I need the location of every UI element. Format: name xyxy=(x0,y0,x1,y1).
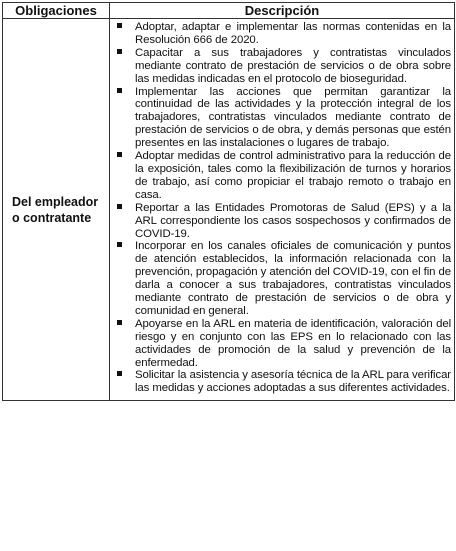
list-item xyxy=(113,21,451,47)
header-row xyxy=(3,3,455,19)
party-cell: Del empleador o contratante xyxy=(3,19,110,401)
bullet-icon xyxy=(117,371,122,376)
bullet-icon xyxy=(117,49,122,54)
list-item-text: Adoptar medidas de control administrativo para la reducción de la exposición, tales como la flexibilización de turnos y horarios de trabajo, así como propiciar el trabajo remoto o trabajo en casa. xyxy=(135,150,451,201)
header-obligaciones: Obligaciones xyxy=(3,3,110,19)
list-item-text: Capacitar a sus trabajadores y contratistas vinculados mediante contrato de prestación de servicios o de obra sobre las medidas indicadas en el protocolo de bioseguridad. xyxy=(135,46,451,85)
list-item xyxy=(113,202,451,241)
list-item-text: Apoyarse en la ARL en materia de identificación, valoración del riesgo y en conjunto con las EPS en lo relacionado con las actividades de promoción de la salud y prevención de la enfermedad. xyxy=(135,317,451,369)
bullet-icon xyxy=(117,152,122,157)
list-item-text: Implementar las acciones que permitan garantizar la continuidad de las actividades y la protección integral de los trabajadores, contratistas vinculados mediante contrato de prestación de servicios o de obra, y demás personas que estén presentes en las instalaciones o lugares de trabajo. xyxy=(135,85,451,150)
obligations-table xyxy=(2,2,455,401)
bullet-icon xyxy=(117,88,122,93)
list-item xyxy=(113,47,451,86)
list-item-text: Solicitar la asistencia y asesoría técnica de la ARL para verificar las medidas y acciones adoptadas a sus diferentes actividades. xyxy=(135,369,451,395)
bullet-icon xyxy=(117,204,122,209)
list-item-text: Incorporar en los canales oficiales de comunicación y puntos de atención establecidos, la información relacionada con la prevención, propagación y atención del COVID-19, con el fin de darla a conocer a sus trabajadores, contratistas vinculados mediante contrato de prestación de servicios o de obra y comunidad en general. xyxy=(135,240,451,317)
list-item xyxy=(113,150,451,202)
list-item xyxy=(113,86,451,151)
table-row xyxy=(3,19,455,401)
obligations-list xyxy=(113,21,451,395)
list-item xyxy=(113,318,451,370)
list-item-text: Adoptar, adaptar e implementar las normas contenidas en la Resolución 666 de 2020. xyxy=(135,21,451,46)
bullet-icon xyxy=(117,242,122,247)
list-item xyxy=(113,369,451,395)
bullet-icon xyxy=(117,320,122,325)
description-cell xyxy=(110,19,455,401)
list-item-text: Reportar a las Entidades Promotoras de Salud (EPS) y a la ARL correspondiente los casos sospechosos y confirmados de COVID-19. xyxy=(135,201,451,240)
bullet-icon xyxy=(117,23,122,28)
list-item xyxy=(113,240,451,317)
header-descripcion: Descripción xyxy=(110,3,455,19)
